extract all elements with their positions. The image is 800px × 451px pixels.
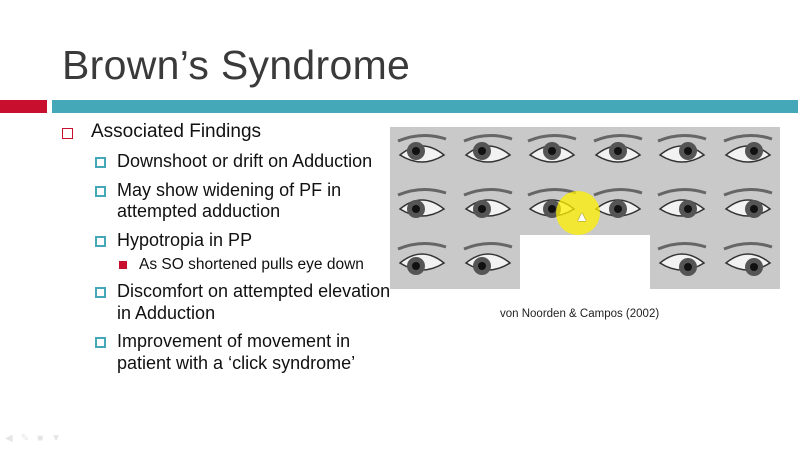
eye-photo [390,235,520,289]
list-item-text: Improvement of movement in patient with a ‘click syndrome’ [117,331,356,373]
list-item [95,281,395,324]
eye-photo [650,235,780,289]
eye-photo [390,127,520,181]
list-item [95,151,395,173]
list-item [95,180,395,223]
square-bullet-icon [95,287,106,298]
bullet-heading [62,121,261,143]
sub-list-item-text: As SO shortened pulls eye down [139,256,364,273]
square-bullet-icon [95,157,106,168]
filled-square-bullet-icon [119,261,127,269]
image-caption: von Noorden & Campos (2002) [500,308,660,320]
list-item [95,331,395,374]
accent-bar-teal [52,100,798,113]
eye-photo [650,181,780,235]
mouse-pointer-icon: ▲ [575,208,589,224]
accent-bar-red [0,100,47,113]
slides-icon[interactable]: ■ [37,433,44,444]
heading-text: Associated Findings [91,121,262,142]
empty-cell [520,235,650,289]
findings-list [95,151,395,381]
list-item-text: Hypotropia in PP [117,229,253,250]
square-bullet-icon [95,236,106,247]
square-bullet-icon [95,337,106,348]
eye-photo [390,181,520,235]
list-item-text: May show widening of PF in attempted adduction [117,179,342,221]
list-item-text: Discomfort on attempted elevation in Adduction [117,281,391,323]
slideshow-toolbar [5,433,61,444]
eye-photo [650,127,780,181]
previous-icon[interactable]: ◀ [5,433,13,444]
list-item [95,230,395,252]
eye-photo [520,127,650,181]
next-icon[interactable]: ▼ [51,433,62,444]
pen-icon[interactable]: ✎ [20,433,30,444]
slide-title: Brown’s Syndrome [62,42,411,88]
sub-list-item [119,255,395,274]
list-item-text: Downshoot or drift on Adduction [117,151,373,171]
square-bullet-icon [95,186,106,197]
hollow-square-bullet-icon [62,128,73,139]
